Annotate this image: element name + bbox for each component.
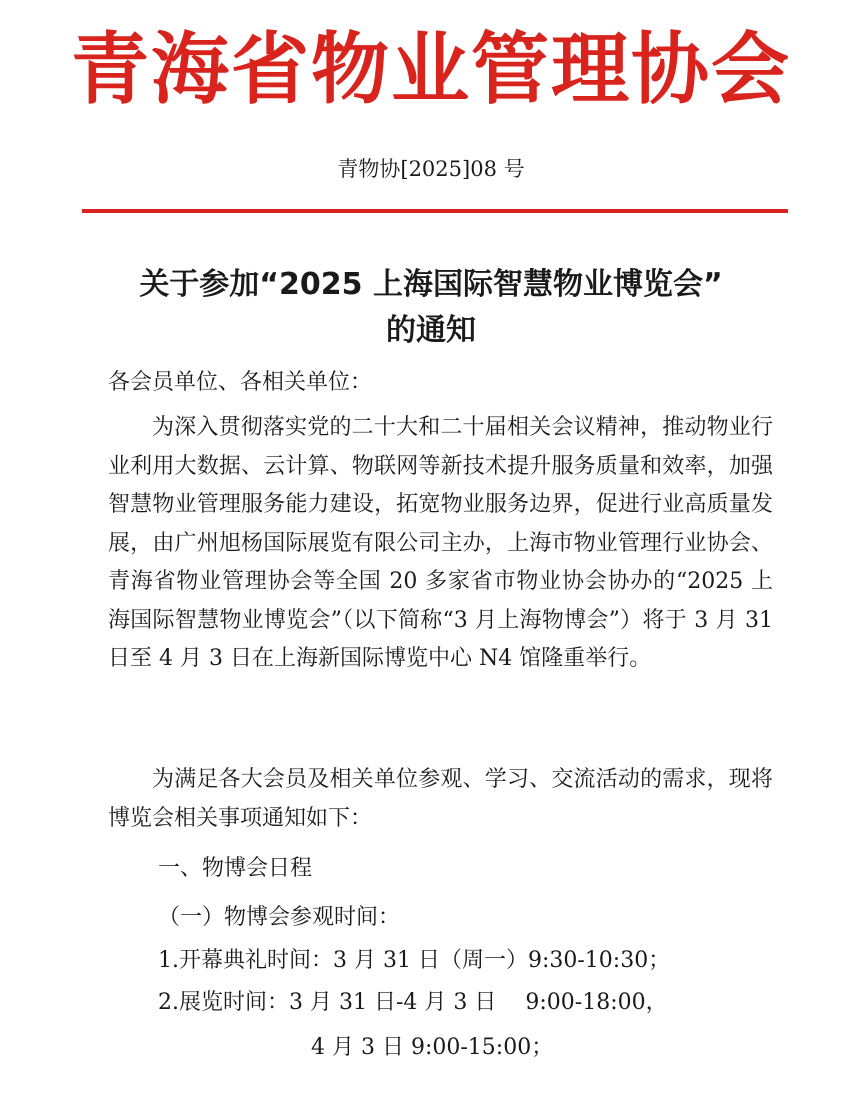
list-item-exhibition-time: 2.展览时间：3 月 31 日-4 月 3 日 9:00-18:00， xyxy=(158,990,668,1015)
letterhead-red-rule xyxy=(82,209,788,213)
body-paragraph-1: 为深入贯彻落实党的二十大和二十届相关会议精神，推动物业行业利用大数据、云计算、物联网等新技术提升服务质量和效率，加强智慧物业管理服务能力建设，拓宽物业服务边界，促进行业高质量发展，由广州旭杨国际展览有限公司主办，上海市物业管理行业协会、青海省物业管理协会等全国 20 多家省市物业协会协办的“2025 上海国际智慧物业博览会”（以下简称“3 月上海物博会”）将于 3 月 31 日至 4 月 3 日在上海新国际博览中心 N4 馆隆重举行。 xyxy=(108,415,773,671)
notice-title-line-1: 关于参加“2025 上海国际智慧物业博览会” xyxy=(139,267,723,302)
document-number: 青物协[2025]08 号 xyxy=(337,157,525,181)
body-paragraph-2: 为满足各大会员及相关单位参观、学习、交流活动的需求，现将博览会相关事项通知如下： xyxy=(108,767,773,831)
subsection-heading-visit-time: （一）物博会参观时间： xyxy=(158,905,401,930)
list-item-exhibition-time-continued: 4 月 3 日 9:00-15:00； xyxy=(311,1035,554,1060)
salutation: 各会员单位、各相关单位： xyxy=(108,370,373,395)
notice-title-line-2: 的通知 xyxy=(386,313,476,348)
section-heading-schedule: 一、物博会日程 xyxy=(158,856,313,881)
list-item-opening-ceremony: 1.开幕典礼时间：3 月 31 日（周一）9:30-10:30； xyxy=(158,948,671,973)
letterhead-org-name: 青海省物业管理协会 xyxy=(70,24,791,115)
notice-title xyxy=(80,262,782,354)
